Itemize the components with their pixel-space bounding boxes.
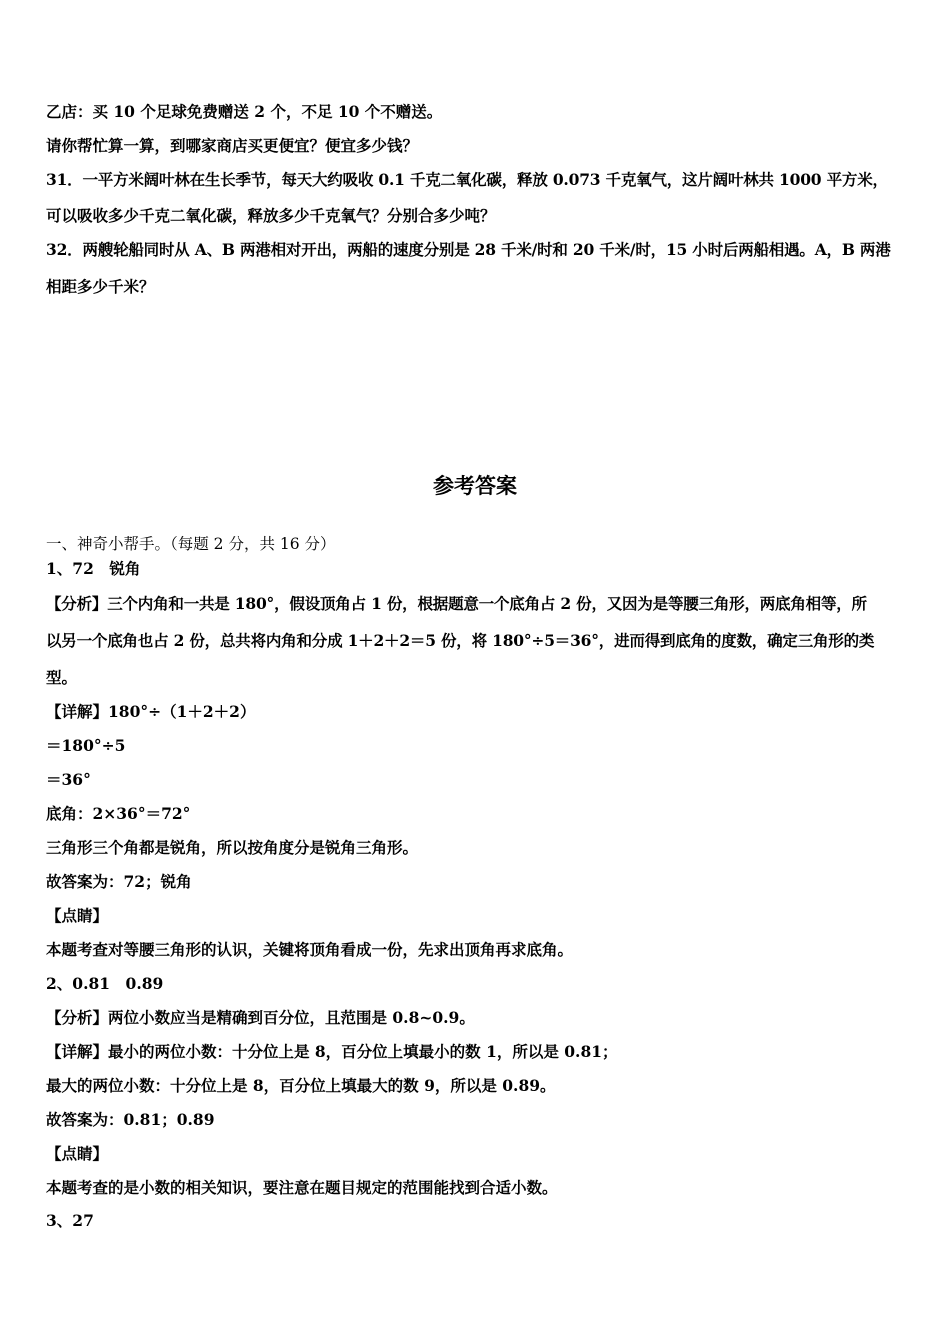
answer-2-detail-line2: 最大的两位小数：十分位上是 8，百分位上填最大的数 9，所以是 0.89。 xyxy=(46,1076,556,1095)
answer-2-analysis: 【分析】两位小数应当是精确到百分位，且范围是 0.8~0.9。 xyxy=(46,1008,475,1027)
answer-2: 2、0.81 0.89 xyxy=(46,974,164,993)
question-32-line1: 32．两艘轮船同时从 A、B 两港相对开出，两船的速度分别是 28 千米/时和 20 千米/时，15 小时后两船相遇。A，B 两港 xyxy=(46,240,891,259)
answers-title: 参考答案 xyxy=(433,474,517,498)
answer-1-analysis-line3: 型。 xyxy=(46,668,78,687)
answer-1-analysis-line2: 以另一个底角也占 2 份，总共将内角和分成 1＋2＋2＝5 份，将 180°÷5＝36°，进而得到底角的度数，确定三角形的类 xyxy=(46,631,875,650)
answer-2-final: 故答案为：0.81；0.89 xyxy=(46,1110,215,1129)
section-heading: 一、神奇小帮手。（每题 2 分，共 16 分） xyxy=(46,535,336,553)
answer-1: 1、72 锐角 xyxy=(46,559,141,578)
answer-1-detail-line5: 三角形三个角都是锐角，所以按角度分是锐角三角形。 xyxy=(46,838,419,857)
answer-2-note-label: 【点睛】 xyxy=(46,1144,109,1163)
answer-3: 3、27 xyxy=(46,1211,94,1230)
answer-1-detail-line3: ＝36° xyxy=(46,770,91,789)
shop-b-offer: 乙店：买 10 个足球免费赠送 2 个，不足 10 个不赠送。 xyxy=(46,102,443,121)
answer-2-note: 本题考查的是小数的相关知识，要注意在题目规定的范围能找到合适小数。 xyxy=(46,1178,558,1197)
question-32-line2: 相距多少千米？ xyxy=(46,277,155,296)
question-31-line2: 可以吸收多少千克二氧化碳，释放多少千克氧气？分别合多少吨？ xyxy=(46,206,496,225)
answer-1-detail-line4: 底角：2×36°＝72° xyxy=(46,804,191,823)
answer-1-detail-line1: 【详解】180°÷（1＋2＋2） xyxy=(46,702,256,721)
answer-1-final: 故答案为：72；锐角 xyxy=(46,872,192,891)
answer-1-note-label: 【点睛】 xyxy=(46,906,109,925)
answer-1-note: 本题考查对等腰三角形的认识，关键将顶角看成一份，先求出顶角再求底角。 xyxy=(46,940,574,959)
question-31-line1: 31．一平方米阔叶林在生长季节，每天大约吸收 0.1 千克二氧化碳，释放 0.073 千克氧气，这片阔叶林共 1000 平方米， xyxy=(46,170,888,189)
answer-2-detail-line1: 【详解】最小的两位小数：十分位上是 8，百分位上填最小的数 1，所以是 0.81； xyxy=(46,1042,618,1061)
answer-1-detail-line2: ＝180°÷5 xyxy=(46,736,126,755)
answer-1-analysis-line1: 【分析】三个内角和一共是 180°，假设顶角占 1 份，根据题意一个底角占 2 份，又因为是等腰三角形，两底角相等，所 xyxy=(46,594,867,613)
question-ask: 请你帮忙算一算，到哪家商店买更便宜？便宜多少钱？ xyxy=(46,136,419,155)
